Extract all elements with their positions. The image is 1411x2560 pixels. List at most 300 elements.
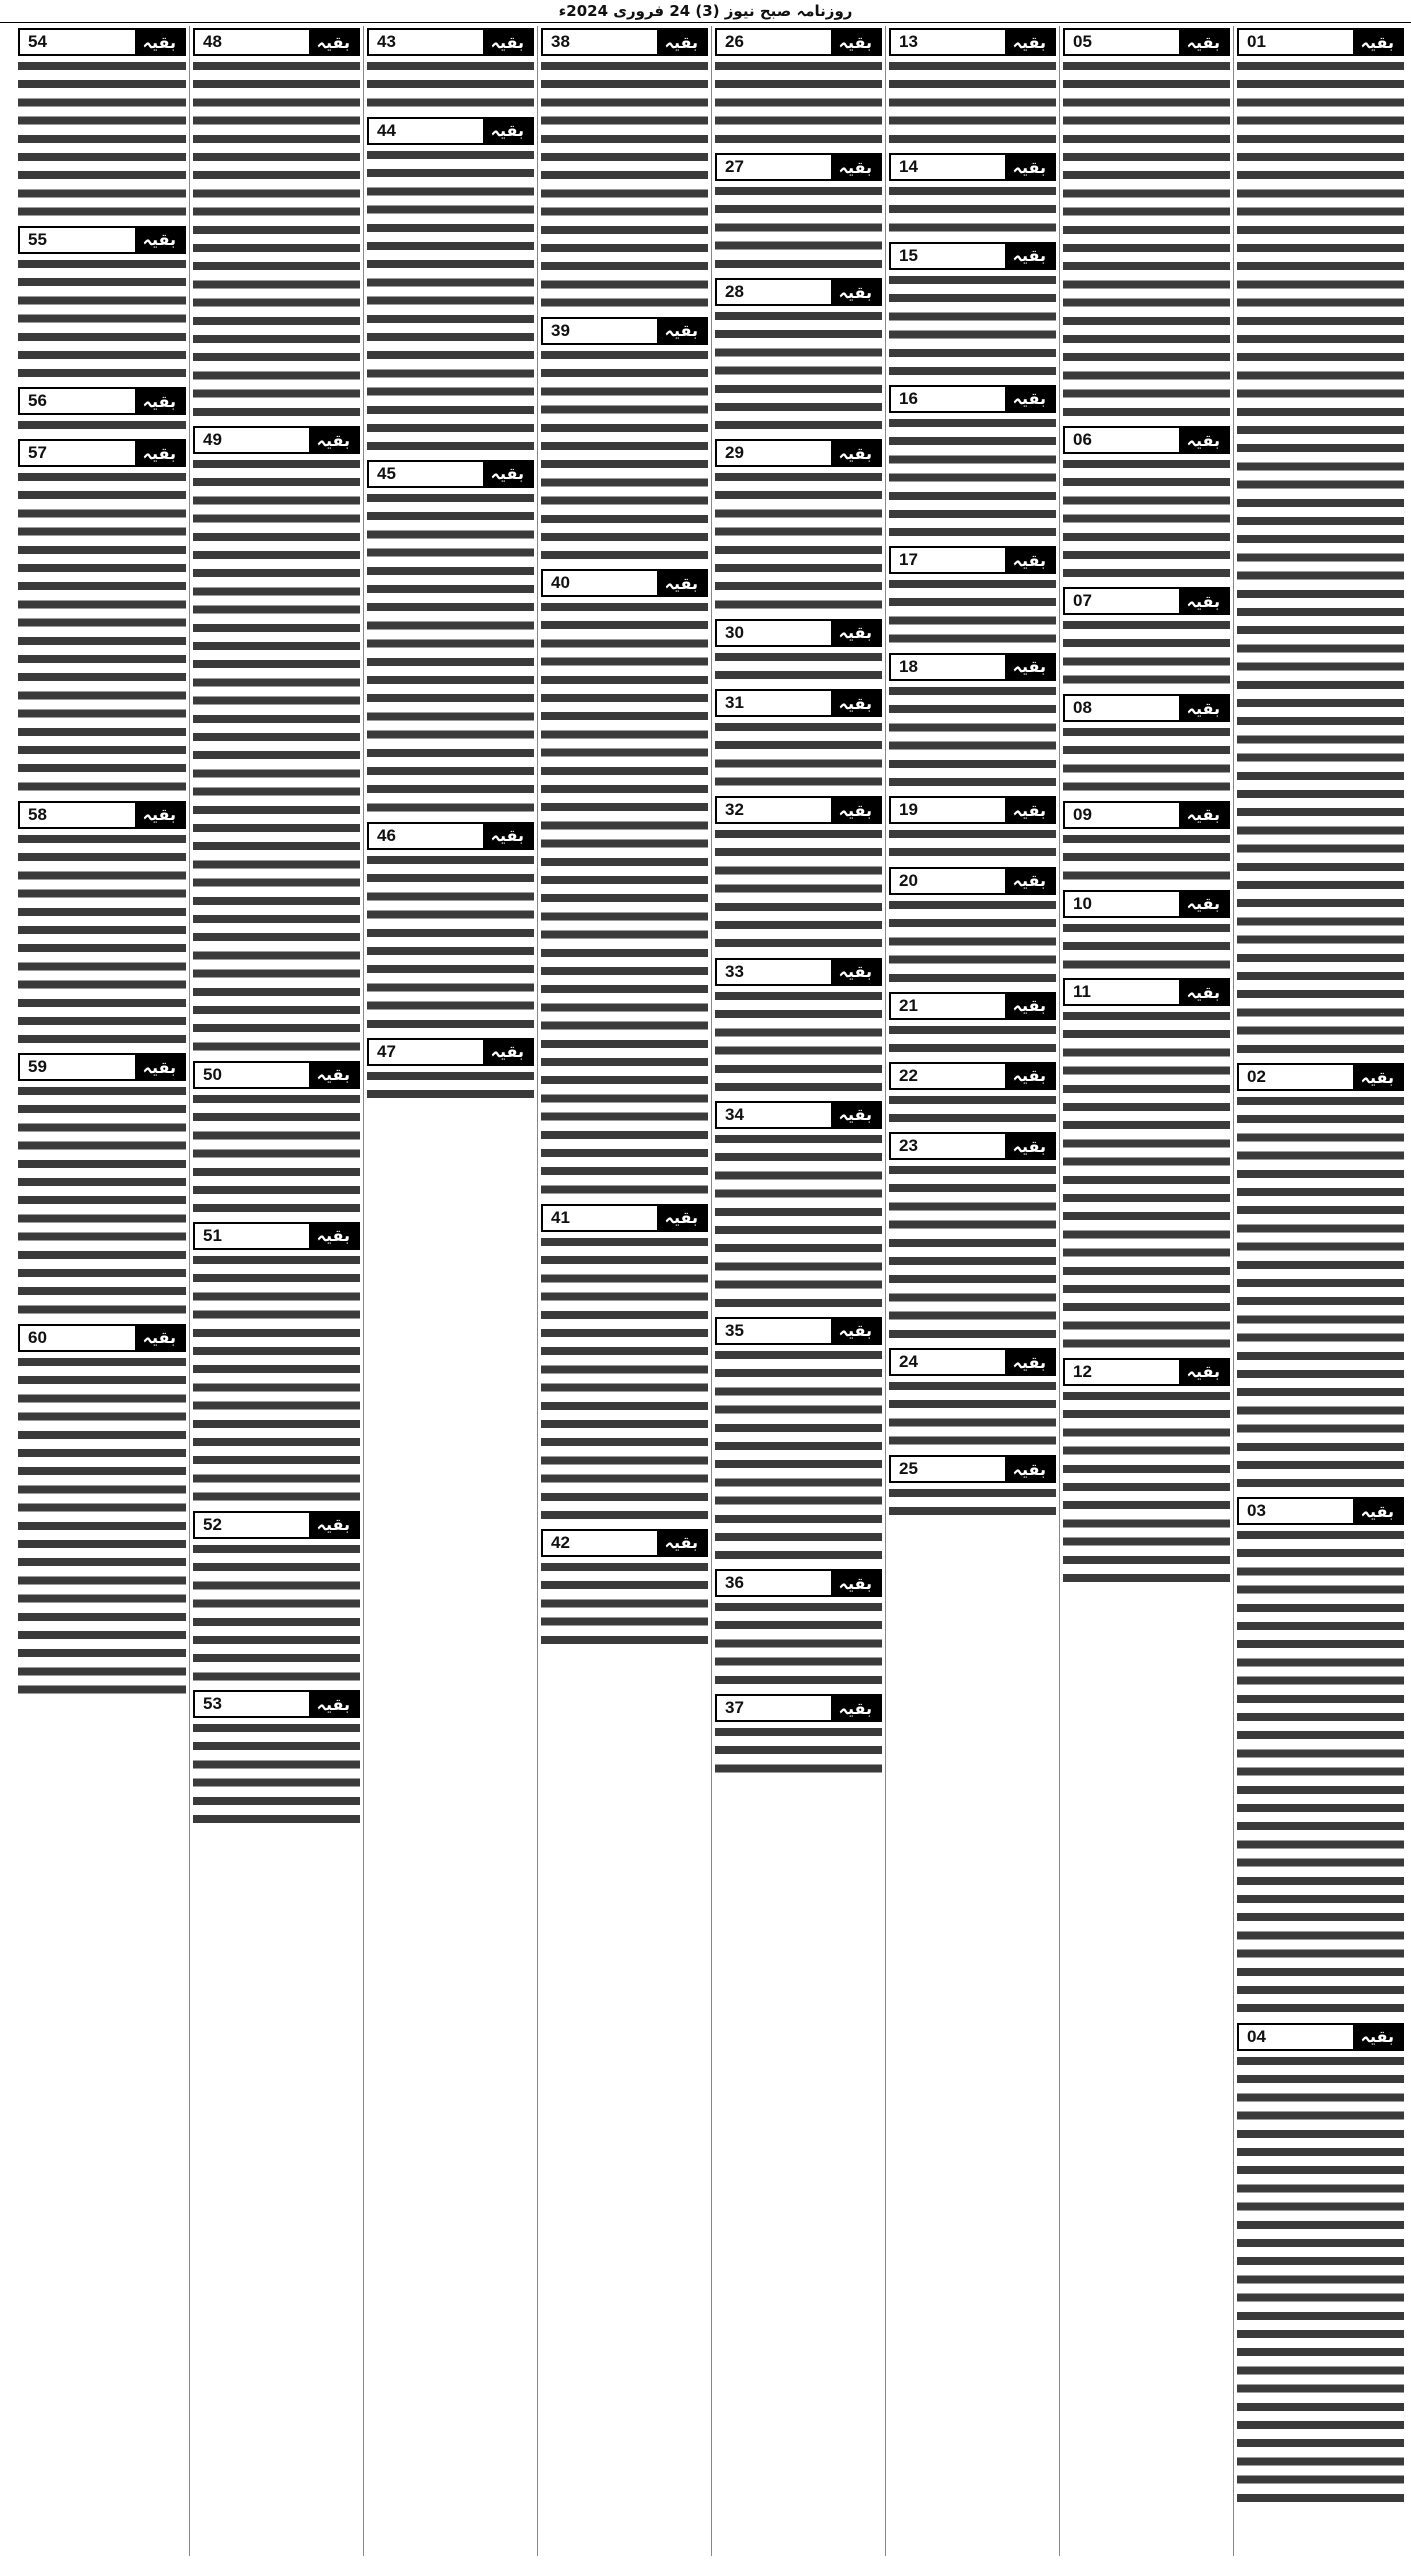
continuation-number: 16 (899, 388, 918, 408)
article-continuation (367, 1038, 534, 1104)
continuation-number: 26 (725, 32, 744, 51)
article-continuation (1063, 890, 1230, 975)
continuation-label: بقیہ (1005, 155, 1054, 179)
continuation-header (889, 867, 1056, 895)
article-continuation (541, 317, 708, 565)
continuation-header (715, 689, 882, 717)
article-body-text (889, 826, 1056, 862)
article-continuation (18, 1324, 186, 1700)
article-body-text (18, 1354, 186, 1700)
article-body-text (1063, 1008, 1230, 1354)
continuation-header (1063, 28, 1230, 56)
continuation-label: بقیہ (309, 1063, 358, 1087)
article-body-text (715, 58, 882, 149)
continuation-header (715, 1101, 882, 1129)
continuation-number: 02 (1247, 1067, 1266, 1086)
article-continuation (715, 796, 882, 953)
continuation-header (541, 28, 708, 56)
article-body-text (541, 599, 708, 1200)
article-body-text (889, 1022, 1056, 1058)
article-continuation (1063, 801, 1230, 886)
continuation-header (193, 426, 360, 454)
article-body-text (193, 1252, 360, 1507)
article-continuation (1237, 2023, 1404, 2508)
continuation-label: بقیہ (1353, 2025, 1402, 2049)
continuation-number: 12 (1073, 1361, 1092, 1381)
continuation-header (1063, 694, 1230, 722)
article-body-text (1063, 456, 1230, 583)
continuation-header (1063, 801, 1230, 829)
continuation-header (18, 1324, 186, 1352)
continuation-number: 39 (551, 320, 570, 340)
continuation-number: 25 (899, 1459, 918, 1479)
continuation-header (889, 153, 1056, 181)
continuation-number: 51 (203, 1225, 222, 1245)
article-body-text (715, 719, 882, 792)
column-1 (1233, 26, 1407, 2556)
article-continuation (1063, 28, 1230, 422)
continuation-header (1063, 587, 1230, 615)
continuation-label: بقیہ (1005, 548, 1054, 572)
continuation-number: 09 (1073, 804, 1092, 824)
article-continuation (715, 153, 882, 274)
continuation-label: بقیہ (135, 228, 184, 252)
masthead: روزنامہ صبح نیوز (3) 24 فروری 2024ء (0, 0, 1411, 23)
article-body-text (1237, 58, 1404, 1059)
article-body-text (193, 1720, 360, 1829)
continuation-label: بقیہ (1005, 994, 1054, 1018)
article-body-text (715, 988, 882, 1097)
article-body-text (1237, 1527, 1404, 2018)
continuation-header (889, 385, 1056, 413)
article-continuation (18, 226, 186, 383)
continuation-header (889, 992, 1056, 1020)
article-body-text (1063, 920, 1230, 975)
continuation-label: بقیہ (1179, 803, 1228, 827)
continuation-header (889, 28, 1056, 56)
article-continuation (541, 28, 708, 313)
article-body-text (889, 183, 1056, 238)
continuation-label: بقیہ (309, 30, 358, 54)
continuation-label: بقیہ (831, 1319, 880, 1343)
continuation-header (715, 153, 882, 181)
continuation-label: بقیہ (309, 428, 358, 452)
continuation-label: بقیہ (309, 1692, 358, 1716)
article-body-text (715, 308, 882, 435)
continuation-label: بقیہ (831, 691, 880, 715)
continuation-number: 57 (28, 443, 47, 463)
continuation-label: بقیہ (483, 824, 532, 848)
column-8 (15, 26, 189, 2556)
article-body-text (18, 256, 186, 383)
article-body-text (193, 58, 360, 422)
article-body-text (889, 415, 1056, 542)
continuation-number: 08 (1073, 698, 1092, 718)
article-body-text (889, 897, 1056, 988)
article-continuation (715, 28, 882, 149)
article-continuation (367, 822, 534, 1034)
article-continuation (18, 28, 186, 222)
continuation-number: 11 (1073, 982, 1091, 1002)
continuation-header (193, 1690, 360, 1718)
article-body-text (715, 649, 882, 685)
article-continuation (541, 1204, 708, 1525)
continuation-header (1237, 1063, 1404, 1091)
continuation-number: 13 (899, 32, 918, 51)
article-body-text (715, 183, 882, 274)
continuation-number: 38 (551, 32, 570, 51)
article-body-text (715, 1724, 882, 1779)
continuation-number: 29 (725, 443, 744, 463)
continuation-number: 30 (725, 622, 744, 642)
continuation-number: 56 (28, 391, 47, 411)
continuation-label: بقیہ (657, 1531, 706, 1555)
continuation-header (541, 1204, 708, 1232)
article-body-text (1063, 831, 1230, 886)
article-body-text (367, 490, 534, 818)
continuation-number: 45 (377, 463, 396, 483)
column-7 (189, 26, 363, 2556)
article-continuation (193, 1222, 360, 1507)
continuation-number: 47 (377, 1041, 396, 1061)
continuation-header (367, 1038, 534, 1066)
continuation-number: 55 (28, 229, 47, 249)
article-continuation (715, 958, 882, 1097)
continuation-label: بقیہ (483, 1040, 532, 1064)
continuation-header (541, 569, 708, 597)
article-body-text (193, 456, 360, 1057)
article-body-text (889, 576, 1056, 649)
continuation-number: 19 (899, 800, 918, 820)
article-continuation (193, 28, 360, 422)
continuation-number: 32 (725, 800, 744, 820)
continuation-header (715, 619, 882, 647)
continuation-label: بقیہ (1179, 696, 1228, 720)
continuation-header (889, 1455, 1056, 1483)
continuation-number: 54 (28, 32, 47, 51)
continuation-label: بقیہ (483, 119, 532, 143)
article-continuation (889, 992, 1056, 1058)
continuation-label: بقیہ (1005, 1457, 1054, 1481)
continuation-header (193, 1061, 360, 1089)
continuation-label: بقیہ (831, 441, 880, 465)
continuation-number: 07 (1073, 591, 1092, 611)
continuation-number: 58 (28, 804, 47, 824)
article-continuation (1237, 1063, 1404, 1493)
continuation-number: 22 (899, 1065, 918, 1085)
article-continuation (889, 28, 1056, 149)
column-2 (1059, 26, 1233, 2556)
continuation-label: بقیہ (831, 1103, 880, 1127)
continuation-header (18, 387, 186, 415)
continuation-header (715, 278, 882, 306)
continuation-number: 43 (377, 32, 396, 51)
continuation-label: بقیہ (831, 155, 880, 179)
continuation-header (715, 796, 882, 824)
continuation-header (889, 1062, 1056, 1090)
article-body-text (889, 58, 1056, 149)
continuation-header (193, 28, 360, 56)
article-body-text (889, 1092, 1056, 1128)
continuation-number: 50 (203, 1064, 222, 1084)
continuation-label: بقیہ (831, 798, 880, 822)
article-body-text (1063, 724, 1230, 797)
article-body-text (889, 1378, 1056, 1451)
continuation-number: 36 (725, 1573, 744, 1593)
column-6 (363, 26, 537, 2556)
article-continuation (889, 653, 1056, 792)
article-continuation (889, 1062, 1056, 1128)
continuation-label: بقیہ (309, 1224, 358, 1248)
continuation-number: 27 (725, 157, 744, 176)
article-continuation (715, 1101, 882, 1313)
continuation-number: 48 (203, 32, 222, 51)
continuation-number: 53 (203, 1694, 222, 1714)
article-continuation (715, 1317, 882, 1565)
article-continuation (18, 801, 186, 1049)
continuation-number: 34 (725, 1104, 744, 1124)
continuation-header (1063, 890, 1230, 918)
continuation-number: 24 (899, 1352, 918, 1372)
article-body-text (541, 58, 708, 313)
article-continuation (18, 439, 186, 797)
continuation-header (1237, 28, 1404, 56)
continuation-label: بقیہ (657, 571, 706, 595)
article-body-text (1063, 58, 1230, 422)
article-body-text (541, 1559, 708, 1650)
continuation-header (889, 1132, 1056, 1160)
continuation-number: 05 (1073, 32, 1092, 51)
continuation-number: 37 (725, 1698, 744, 1718)
continuation-number: 35 (725, 1320, 744, 1340)
continuation-label: بقیہ (831, 1696, 880, 1720)
article-body-text (889, 683, 1056, 792)
article-continuation (1063, 587, 1230, 690)
article-body-text (18, 417, 186, 435)
continuation-header (367, 460, 534, 488)
continuation-header (715, 28, 882, 56)
continuation-label: بقیہ (1005, 655, 1054, 679)
continuation-header (715, 1317, 882, 1345)
article-continuation (889, 796, 1056, 862)
article-continuation (541, 1529, 708, 1650)
continuation-header (1063, 426, 1230, 454)
continuation-header (1237, 1497, 1404, 1525)
continuation-header (367, 117, 534, 145)
continuation-number: 49 (203, 430, 222, 449)
article-body-text (367, 852, 534, 1034)
continuation-number: 28 (725, 282, 744, 301)
article-continuation (889, 546, 1056, 649)
article-continuation (889, 1455, 1056, 1521)
article-body-text (889, 1485, 1056, 1521)
article-continuation (715, 689, 882, 792)
continuation-number: 52 (203, 1514, 222, 1534)
article-body-text (715, 1131, 882, 1313)
continuation-label: بقیہ (1005, 30, 1054, 54)
continuation-header (889, 242, 1056, 270)
continuation-number: 04 (1247, 2026, 1266, 2046)
continuation-header (1237, 2023, 1404, 2051)
article-body-text (1063, 1388, 1230, 1588)
continuation-header (18, 28, 186, 56)
continuation-number: 59 (28, 1057, 47, 1077)
continuation-number: 15 (899, 245, 918, 265)
article-continuation (715, 619, 882, 685)
continuation-number: 40 (551, 573, 570, 593)
article-body-text (715, 826, 882, 953)
article-body-text (193, 1091, 360, 1218)
article-body-text (1237, 2053, 1404, 2508)
continuation-label: بقیہ (135, 441, 184, 465)
continuation-number: 17 (899, 550, 918, 570)
continuation-label: بقیہ (657, 1206, 706, 1230)
continuation-header (18, 439, 186, 467)
continuation-label: بقیہ (657, 319, 706, 343)
continuation-header (541, 1529, 708, 1557)
continuation-label: بقیہ (1353, 1065, 1402, 1089)
continuation-number: 44 (377, 120, 396, 140)
continuation-label: بقیہ (831, 30, 880, 54)
continuation-label: بقیہ (483, 462, 532, 486)
continuation-label: بقیہ (831, 621, 880, 645)
continuation-label: بقیہ (1005, 869, 1054, 893)
article-body-text (367, 58, 534, 113)
article-continuation (1063, 694, 1230, 797)
article-continuation (1063, 978, 1230, 1354)
article-continuation (193, 1690, 360, 1829)
continuation-label: بقیہ (135, 1055, 184, 1079)
continuation-label: بقیہ (1179, 30, 1228, 54)
continuation-number: 60 (28, 1327, 47, 1347)
article-body-text (541, 347, 708, 565)
continuation-header (1063, 978, 1230, 1006)
article-continuation (715, 278, 882, 435)
continuation-label: بقیہ (1179, 1360, 1228, 1384)
continuation-label: بقیہ (1005, 387, 1054, 411)
article-continuation (715, 1569, 882, 1690)
article-body-text (18, 58, 186, 222)
continuation-number: 20 (899, 870, 918, 890)
article-continuation (1237, 1497, 1404, 2018)
continuation-label: بقیہ (831, 280, 880, 304)
continuation-header (193, 1511, 360, 1539)
continuation-number: 03 (1247, 1501, 1266, 1521)
column-4 (711, 26, 885, 2556)
article-continuation (715, 439, 882, 615)
continuation-number: 42 (551, 1532, 570, 1552)
column-3 (885, 26, 1059, 2556)
article-continuation (18, 387, 186, 435)
continuation-header (18, 1053, 186, 1081)
continuation-number: 33 (725, 961, 744, 981)
continuation-header (18, 226, 186, 254)
article-body-text (367, 1068, 534, 1104)
continuation-label: بقیہ (1353, 1499, 1402, 1523)
article-continuation (18, 1053, 186, 1320)
article-body-text (18, 831, 186, 1049)
article-body-text (715, 1599, 882, 1690)
continuation-number: 14 (899, 157, 918, 176)
article-continuation (367, 117, 534, 456)
article-continuation (193, 1061, 360, 1218)
continuation-header (367, 822, 534, 850)
continuation-number: 46 (377, 825, 396, 845)
article-body-text (715, 469, 882, 615)
article-continuation (367, 460, 534, 818)
continuation-label: بقیہ (135, 1326, 184, 1350)
continuation-header (889, 546, 1056, 574)
article-continuation (541, 569, 708, 1200)
article-continuation (889, 242, 1056, 381)
continuation-header (715, 1569, 882, 1597)
continuation-header (1063, 1358, 1230, 1386)
article-continuation (715, 1694, 882, 1779)
article-body-text (18, 469, 186, 797)
continuation-number: 41 (551, 1207, 570, 1227)
continuation-label: بقیہ (135, 803, 184, 827)
continuation-header (18, 801, 186, 829)
article-continuation (193, 426, 360, 1057)
article-continuation (1237, 28, 1404, 1059)
column-5 (537, 26, 711, 2556)
article-body-text (889, 272, 1056, 381)
continuation-header (889, 796, 1056, 824)
article-continuation (889, 1132, 1056, 1344)
continuation-label: بقیہ (831, 960, 880, 984)
article-body-text (367, 147, 534, 456)
continuation-header (367, 28, 534, 56)
continuation-label: بقیہ (1005, 798, 1054, 822)
continuation-label: بقیہ (1179, 428, 1228, 452)
article-continuation (889, 1348, 1056, 1451)
continuation-number: 21 (899, 995, 918, 1015)
article-continuation (889, 867, 1056, 988)
continuation-number: 06 (1073, 430, 1092, 449)
article-body-text (1063, 617, 1230, 690)
article-body-text (1237, 1093, 1404, 1493)
continuation-label: بقیہ (657, 30, 706, 54)
continuation-header (889, 653, 1056, 681)
article-continuation (367, 28, 534, 113)
continuation-header (541, 317, 708, 345)
article-continuation (1063, 426, 1230, 583)
continuation-number: 18 (899, 656, 918, 676)
continuation-header (193, 1222, 360, 1250)
article-body-text (541, 1234, 708, 1525)
continuation-header (889, 1348, 1056, 1376)
continuation-label: بقیہ (1179, 980, 1228, 1004)
article-continuation (889, 153, 1056, 238)
continuation-label: بقیہ (1353, 30, 1402, 54)
continuation-label: بقیہ (1005, 1064, 1054, 1088)
continuation-label: بقیہ (831, 1571, 880, 1595)
article-continuation (193, 1511, 360, 1687)
article-body-text (889, 1162, 1056, 1344)
continuation-label: بقیہ (483, 30, 532, 54)
continuation-label: بقیہ (1005, 1134, 1054, 1158)
continuation-label: بقیہ (1005, 1350, 1054, 1374)
continuation-header (715, 439, 882, 467)
continuation-label: بقیہ (135, 30, 184, 54)
continuation-header (715, 1694, 882, 1722)
continuation-number: 31 (725, 693, 744, 713)
article-body-text (715, 1347, 882, 1565)
continuation-label: بقیہ (1179, 892, 1228, 916)
continuation-number: 10 (1073, 893, 1092, 913)
article-continuation (1063, 1358, 1230, 1588)
continuation-number: 01 (1247, 32, 1266, 51)
